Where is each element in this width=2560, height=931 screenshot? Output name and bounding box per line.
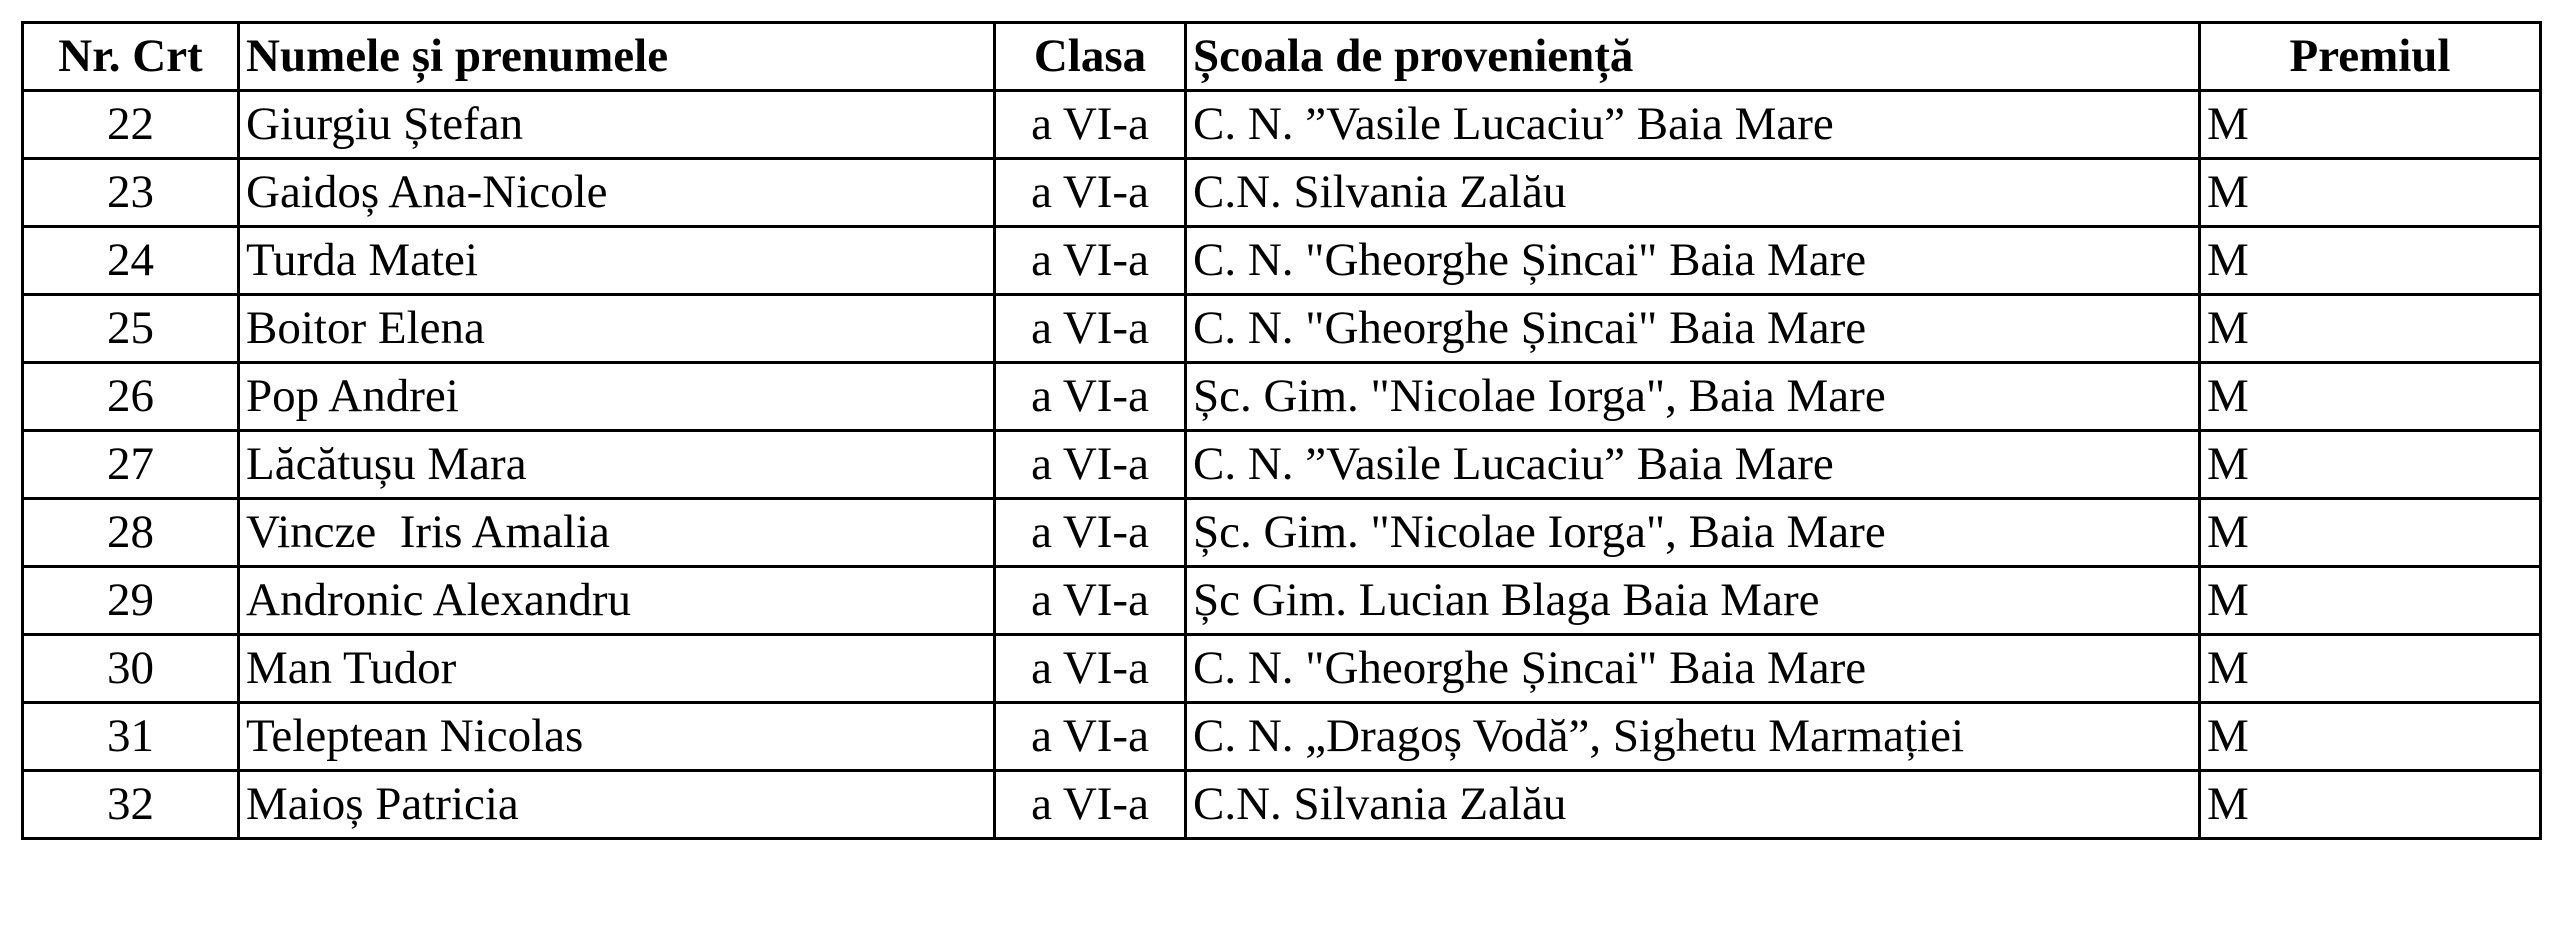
cell-nr: 23: [23, 159, 239, 227]
header-school: Școala de proveniență: [1186, 23, 2200, 91]
cell-school: Șc Gim. Lucian Blaga Baia Mare: [1186, 567, 2200, 635]
cell-prize: M: [2200, 771, 2541, 839]
cell-nr: 22: [23, 91, 239, 159]
cell-school: C. N. "Gheorghe Șincai" Baia Mare: [1186, 635, 2200, 703]
cell-prize: M: [2200, 703, 2541, 771]
header-row: [23, 23, 2541, 91]
header-prize: Premiul: [2200, 23, 2541, 91]
cell-school: Șc. Gim. "Nicolae Iorga", Baia Mare: [1186, 363, 2200, 431]
cell-school: C.N. Silvania Zalău: [1186, 159, 2200, 227]
cell-class: a VI-a: [995, 431, 1186, 499]
cell-nr: 26: [23, 363, 239, 431]
cell-name: Gaidoș Ana-Nicole: [239, 159, 995, 227]
cell-nr: 25: [23, 295, 239, 363]
table-row: [23, 703, 2541, 771]
cell-prize: M: [2200, 295, 2541, 363]
cell-nr: 31: [23, 703, 239, 771]
header-name: Numele și prenumele: [239, 23, 995, 91]
table-row: [23, 91, 2541, 159]
table-row: [23, 567, 2541, 635]
cell-class: a VI-a: [995, 363, 1186, 431]
cell-prize: M: [2200, 91, 2541, 159]
cell-name: Teleptean Nicolas: [239, 703, 995, 771]
cell-nr: 32: [23, 771, 239, 839]
cell-prize: M: [2200, 159, 2541, 227]
cell-class: a VI-a: [995, 295, 1186, 363]
cell-name: Man Tudor: [239, 635, 995, 703]
table-row: [23, 295, 2541, 363]
cell-prize: M: [2200, 635, 2541, 703]
cell-school: C. N. "Gheorghe Șincai" Baia Mare: [1186, 295, 2200, 363]
table-row: [23, 431, 2541, 499]
cell-prize: M: [2200, 499, 2541, 567]
cell-name: Boitor Elena: [239, 295, 995, 363]
cell-nr: 27: [23, 431, 239, 499]
cell-class: a VI-a: [995, 159, 1186, 227]
table-row: [23, 771, 2541, 839]
results-table: [21, 21, 2542, 840]
cell-school: C. N. ”Vasile Lucaciu” Baia Mare: [1186, 431, 2200, 499]
cell-nr: 29: [23, 567, 239, 635]
table-row: [23, 635, 2541, 703]
cell-prize: M: [2200, 567, 2541, 635]
cell-school: C. N. „Dragoș Vodă”, Sighetu Marmației: [1186, 703, 2200, 771]
cell-prize: M: [2200, 431, 2541, 499]
table-row: [23, 159, 2541, 227]
cell-prize: M: [2200, 363, 2541, 431]
cell-nr: 24: [23, 227, 239, 295]
table-row: [23, 227, 2541, 295]
cell-school: Șc. Gim. "Nicolae Iorga", Baia Mare: [1186, 499, 2200, 567]
cell-class: a VI-a: [995, 567, 1186, 635]
cell-class: a VI-a: [995, 499, 1186, 567]
cell-class: a VI-a: [995, 771, 1186, 839]
cell-name: Giurgiu Ștefan: [239, 91, 995, 159]
cell-class: a VI-a: [995, 703, 1186, 771]
cell-class: a VI-a: [995, 227, 1186, 295]
cell-nr: 28: [23, 499, 239, 567]
cell-school: C. N. "Gheorghe Șincai" Baia Mare: [1186, 227, 2200, 295]
cell-prize: M: [2200, 227, 2541, 295]
cell-school: C.N. Silvania Zalău: [1186, 771, 2200, 839]
cell-name: Vincze Iris Amalia: [239, 499, 995, 567]
cell-name: Turda Matei: [239, 227, 995, 295]
cell-school: C. N. ”Vasile Lucaciu” Baia Mare: [1186, 91, 2200, 159]
cell-nr: 30: [23, 635, 239, 703]
cell-name: Lăcătușu Mara: [239, 431, 995, 499]
header-class: Clasa: [995, 23, 1186, 91]
cell-name: Andronic Alexandru: [239, 567, 995, 635]
table-row: [23, 363, 2541, 431]
cell-class: a VI-a: [995, 91, 1186, 159]
cell-name: Pop Andrei: [239, 363, 995, 431]
cell-name: Maioș Patricia: [239, 771, 995, 839]
cell-class: a VI-a: [995, 635, 1186, 703]
table-row: [23, 499, 2541, 567]
header-nr: Nr. Crt: [23, 23, 239, 91]
